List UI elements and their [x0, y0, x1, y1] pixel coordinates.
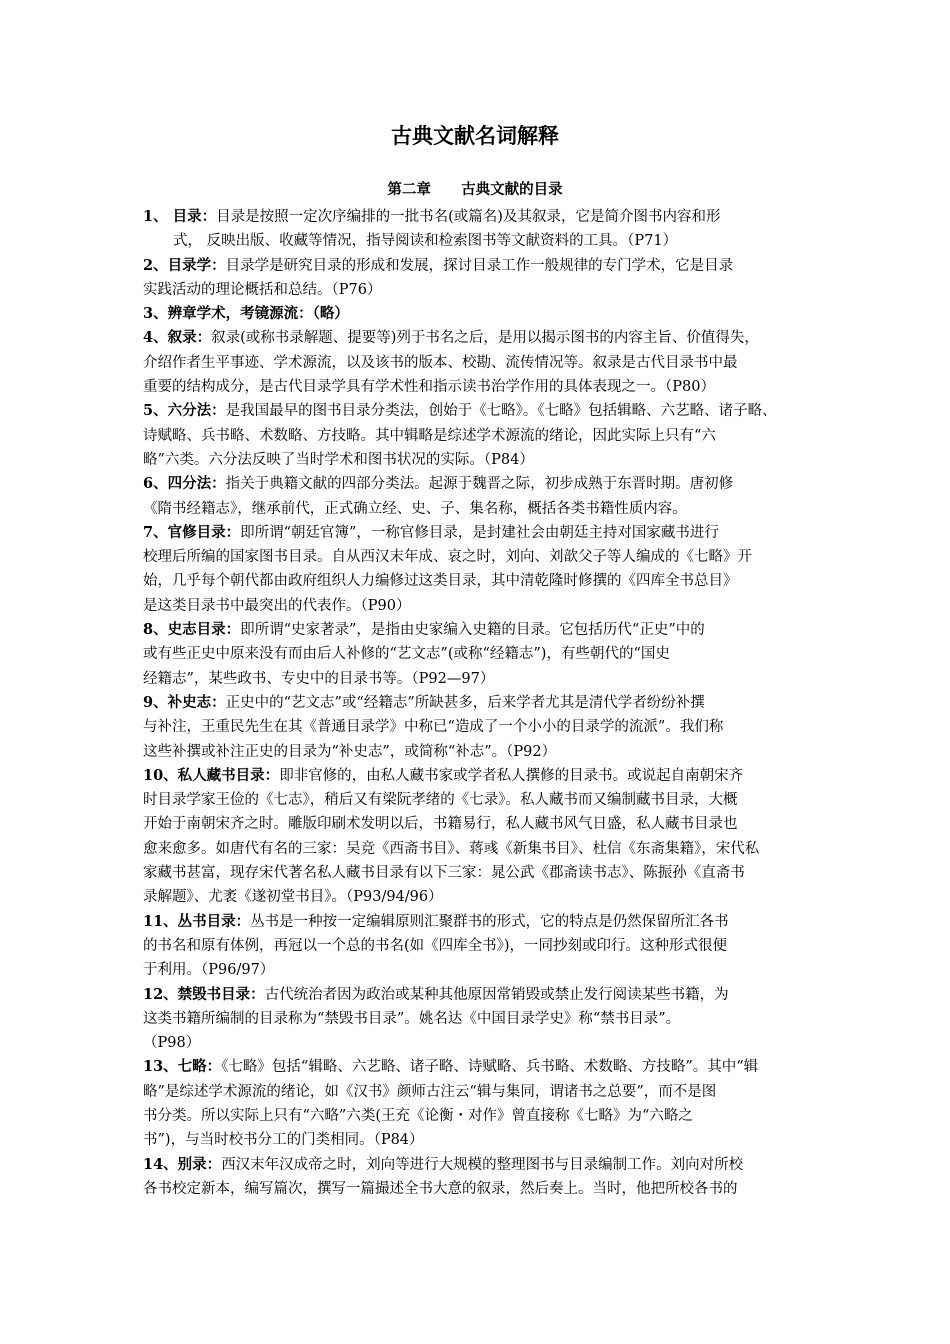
entry-line: 正史中的“艺文志”或“经籍志”所缺甚多，后来学者尤其是清代学者纷纷补撰	[225, 694, 705, 711]
entry-line: 介绍作者生平事迹、学术源流，以及该书的版本、校勘、流传情况等。叙录是古代目录书中最	[143, 354, 738, 371]
entry-line: 式， 反映出版、收藏等情况，指导阅读和检索图书等文献资料的工具。（P71）	[173, 233, 678, 250]
entry-line: 于利用。（P96/97）	[143, 962, 275, 979]
entry-line: 《七略》包括“辑略、六艺略、诸子略、诗赋略、兵书略、术数略、方技略”。其中“辑	[221, 1059, 759, 1076]
entry-line: 目录学是研究目录的形成和发展，探讨目录工作一般规律的专门学术，它是目录	[225, 257, 734, 274]
entry-term: 7、官修目录：	[143, 523, 241, 541]
entry-line: 西汉末年汉成帝之时，刘向等进行大规模的整理图书与目录编制工作。刘向对所校	[221, 1156, 744, 1173]
entry-term: 6、四分法：	[143, 475, 226, 493]
entry-line: 略”六类。六分法反映了当时学术和图书状况的实际。（P84）	[143, 451, 534, 468]
entry-line: 校理后所编的国家图书目录。自从西汉末年成、哀之时，刘向、刘歆父子等人编成的《七略》开	[143, 549, 752, 566]
entry-line: 的书名和原有体例，再冠以一个总的书名(如《四库全书》)，一同抄刻或印行。这种形式很便	[143, 937, 728, 954]
entry-term: 10、私人藏书目录：	[143, 766, 280, 784]
entry-sifenfa	[143, 472, 815, 521]
entry-guanxiu-mulu	[143, 521, 815, 618]
document-title: 古典文献名词解释	[391, 123, 559, 148]
entry-term: 14、别录：	[143, 1155, 222, 1173]
entry-line: 诗赋略、兵书略、术数略、方技略。其中辑略是综述学术源流的绪论，因此实际上只有“六	[143, 427, 716, 444]
entry-term: 11、丛书目录：	[143, 912, 251, 930]
entry-line: 即所谓“史家著录”，是指由史家编入史籍的目录。它包括历代“正史”中的	[240, 622, 705, 639]
entry-line: 愈来愈多。如唐代有名的三家：吴竞《西斋书目》、蒋彧《新集书目》、杜信《东斋集籍》，宋代私	[143, 840, 760, 857]
entry-line: 书”)，与当时校书分工的门类相同。（P84）	[143, 1132, 424, 1149]
entry-line: 始，几乎每个朝代都由政府组织人力编修过这类目录，其中清乾隆时修撰的《四库全书总目》	[143, 573, 738, 590]
entry-muluxue	[143, 254, 815, 303]
entry-line: 略”是综述学术源流的绪论，如《汉书》颜师古注云“辑与集同，谓诸书之总要”，而不是图	[143, 1083, 717, 1100]
entry-bielu	[143, 1153, 815, 1202]
entry-line: 这些补撰或补注正史的目录为“补史志”，或简称“补志”。（P92）	[143, 743, 557, 760]
entry-line: 开始于南朝宋齐之时。雕版印刷术发明以后，书籍易行，私人藏书风气日盛，私人藏书目录也	[143, 816, 738, 833]
entry-line: （P98）	[143, 1035, 201, 1052]
entry-term: 2、目录学：	[143, 256, 226, 274]
entry-line: 古代统治者因为政治或某种其他原因常销毁或禁止发行阅读某些书籍，为	[264, 986, 729, 1003]
entry-term: 8、史志目录：	[143, 621, 241, 639]
entry-mulu	[143, 205, 815, 254]
entry-line: 书分类。所以实际上只有“六略”六类(王充《论衡・对作》曾直接称《七略》为“六略之	[143, 1107, 693, 1124]
entry-line: 这类书籍所编制的目录称为“禁毁书目录”。姚名达《中国目录学史》称“禁书目录”。	[143, 1010, 681, 1027]
entry-line: 即所谓“朝廷官簿”，一称官修目录，是封建社会由朝廷主持对国家藏书进行	[240, 524, 719, 541]
entry-xulu	[143, 326, 815, 399]
entry-line: 即非官修的，由私人藏书家或学者私人撰修的目录书。或说起自南朝宋齐	[279, 767, 744, 784]
entry-line: 目录是按照一定次序编排的一批书名(或篇名)及其叙录，它是简介图书内容和形	[216, 209, 721, 225]
entry-qilue	[143, 1055, 815, 1152]
entry-bushizhi	[143, 691, 815, 764]
entry-shizhi-mulu	[143, 618, 815, 691]
entry-term: 1、 目录：	[143, 208, 217, 225]
entry-term: 13、七略：	[143, 1058, 222, 1076]
entry-line: 丛书是一种按一定编辑原则汇聚群书的形式，它的特点是仍然保留所汇各书	[250, 913, 729, 930]
entry-term: 12、禁毁书目录：	[143, 985, 265, 1003]
entry-term: 5、六分法：	[143, 402, 226, 420]
entry-bianzhang	[143, 302, 815, 326]
entry-line: 与补注，王重民先生在其《普通目录学》中称已“造成了一个小小的目录学的流派”。我们称	[143, 719, 724, 736]
entry-line: 经籍志”，某些政书、专史中的目录书等。（P92—97）	[143, 670, 495, 687]
entry-line: 各书校定新本，编写篇次，撰写一篇撮述全书大意的叙录，然后奏上。当时，他把所校各书的	[143, 1180, 738, 1197]
entry-line: 实践活动的理论概括和总结。（P76）	[143, 281, 382, 298]
entry-liufenfa	[143, 399, 815, 472]
entry-line: 录解题》、尤袤《遂初堂书目》。（P93/94/96）	[143, 889, 443, 906]
entry-line: 叙录(或称书录解题、提要等)列于书名之后，是用以揭示图书的内容主旨、价值得失，	[211, 330, 759, 347]
entry-line: 是我国最早的图书目录分类法，创始于《七略》。《七略》包括辑略、六艺略、诸子略、	[225, 403, 777, 420]
entry-line: 时目录学家王俭的《七志》，稍后又有梁阮孝绪的《七录》。私人藏书而又编制藏书目录，大概	[143, 792, 738, 809]
entry-term: 3、辨章学术，考镜源流：（略）	[143, 305, 349, 323]
entry-congshu-mulu	[143, 910, 815, 983]
entry-line: 家藏书甚富，现存宋代著名私人藏书目录有以下三家：晁公武《郡斋读书志》、陈振孙《直斋书	[143, 865, 745, 882]
chapter-heading: 第二章 古典文献的目录	[387, 181, 563, 198]
entry-list	[143, 205, 815, 1201]
entry-siren-cangshu-mulu	[143, 764, 815, 910]
entry-line: 或有些正史中原来没有而由后人补修的“艺文志”(或称“经籍志”)，有些朝代的“国史	[143, 646, 670, 663]
entry-jinhuishu-mulu	[143, 983, 815, 1056]
entry-term: 4、叙录：	[143, 329, 212, 347]
entry-line: 《隋书经籍志》，继承前代，正式确立经、史、子、集名称，概括各类书籍性质内容。	[143, 500, 687, 517]
entry-term: 9、补史志：	[143, 693, 226, 711]
entry-line: 是这类目录书中最突出的代表作。（P90）	[143, 597, 411, 614]
entry-line: 指关于典籍文献的四部分类法。起源于魏晋之际，初步成熟于东晋时期。唐初修	[225, 476, 734, 493]
entry-line: 重要的结构成分，是古代目录学具有学术性和指示读书治学作用的具体表现之一。（P80）	[143, 379, 715, 396]
